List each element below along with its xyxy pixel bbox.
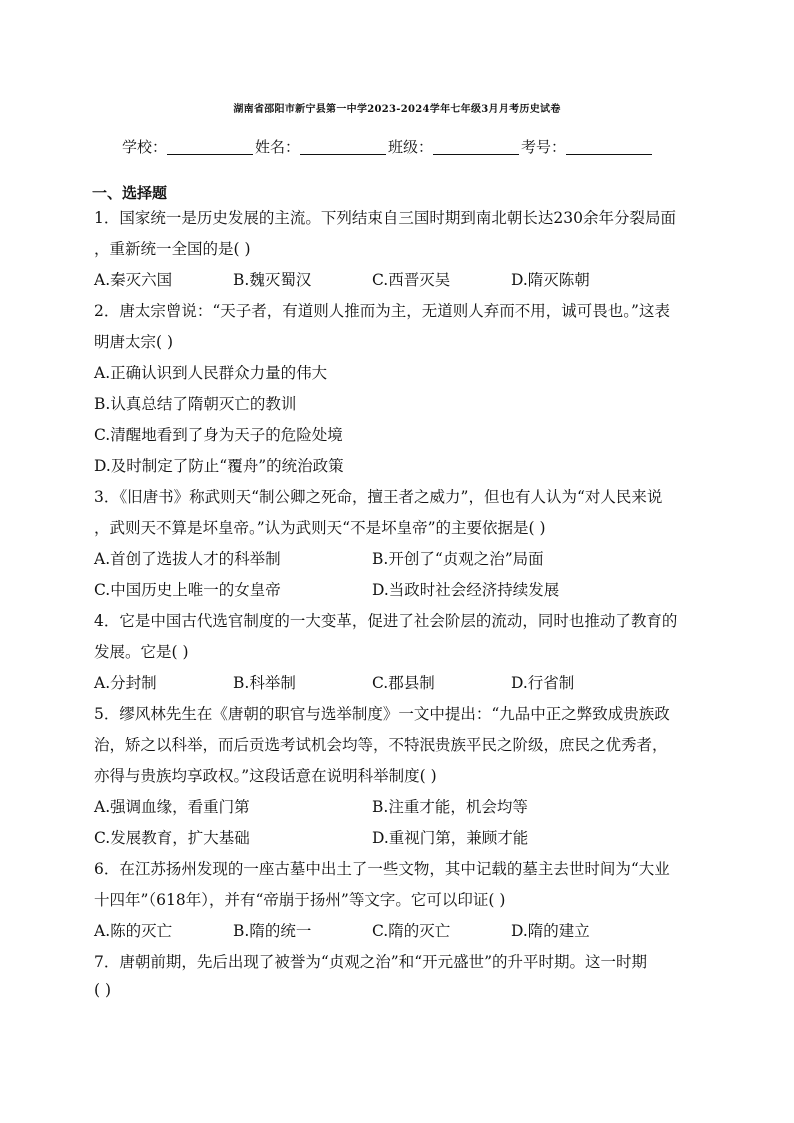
question-1-line-1: 1．国家统一是历史发展的主流。下列结束自三国时期到南北朝长达230余年分裂局面	[94, 209, 676, 227]
question-4-option-a[interactable]: A.分封制	[94, 674, 157, 692]
question-6-line-1: 6．在江苏扬州发现的一座古墓中出土了一些文物，其中记载的墓主去世时间为“大业	[94, 860, 670, 878]
question-5-option-b[interactable]: B.注重才能，机会均等	[372, 798, 528, 816]
question-2-option-a[interactable]: A.正确认识到人民群众力量的伟大	[94, 364, 328, 382]
name-label: 姓名：	[255, 138, 301, 156]
question-2-line-2: 明唐太宗( )	[94, 333, 174, 351]
question-7-line-2: ( )	[94, 981, 112, 999]
question-3-option-a[interactable]: A.首创了选拔人才的科举制	[94, 550, 281, 568]
question-5-option-a[interactable]: A.强调血缘，看重门第	[94, 798, 250, 816]
section-heading: 一、选择题	[92, 184, 168, 202]
question-4-option-c[interactable]: C.郡县制	[372, 674, 435, 692]
question-2-line-1: 2．唐太宗曾说：“天子者，有道则人推而为主，无道则人弃而不用，诚可畏也。”这表	[94, 302, 670, 320]
name-blank[interactable]	[300, 140, 386, 155]
question-1-option-c[interactable]: C.西晋灭吴	[372, 271, 451, 289]
question-3-option-b[interactable]: B.开创了“贞观之治”局面	[372, 550, 544, 568]
question-2-option-b[interactable]: B.认真总结了隋朝灭亡的教训	[94, 395, 297, 413]
question-3-line-1: 3．《旧唐书》称武则天“制公卿之死命，擅王者之威力”，但也有人认为“对人民来说	[94, 488, 663, 506]
class-blank[interactable]	[433, 140, 519, 155]
question-5-line-3: 亦得与贵族均享政权。”这段话意在说明科举制度( )	[94, 767, 437, 785]
question-4-line-1: 4．它是中国古代选官制度的一大变革，促进了社会阶层的流动，同时也推动了教育的	[94, 612, 678, 630]
question-3-line-2: ，武则天不算是坏皇帝。”认为武则天“不是坏皇帝”的主要依据是( )	[94, 519, 546, 537]
number-label: 考号：	[521, 138, 567, 156]
question-6-line-2: 十四年”（618年），并有“帝崩于扬州”等文字。它可以印证( )	[94, 891, 506, 909]
question-4-option-b[interactable]: B.科举制	[233, 674, 296, 692]
question-5-option-c[interactable]: C.发展教育，扩大基础	[94, 829, 250, 847]
question-6-option-b[interactable]: B.隋的统一	[233, 922, 312, 940]
question-5-line-1: 5．缪风林先生在《唐朝的职官与选举制度》一文中提出：“九品中正之弊致成贵族政	[94, 705, 670, 723]
student-info-line	[122, 136, 654, 157]
question-6-option-c[interactable]: C.隋的灭亡	[372, 922, 451, 940]
question-7-line-1: 7．唐朝前期，先后出现了被誉为“贞观之治”和“开元盛世”的升平时期。这一时期	[94, 953, 648, 971]
question-1-option-b[interactable]: B.魏灭蜀汉	[233, 271, 312, 289]
question-6-option-d[interactable]: D.隋的建立	[511, 922, 590, 940]
question-4-line-2: 发展。它是( )	[94, 643, 189, 661]
school-blank[interactable]	[167, 140, 253, 155]
number-blank[interactable]	[566, 140, 652, 155]
question-5-line-2: 治，矫之以科举，而后贡选考试机会均等，不特泯贵族平民之阶级，庶民之优秀者，	[94, 736, 668, 754]
exam-title: 湖南省邵阳市新宁县第一中学2023-2024学年七年级3月月考历史试卷	[233, 104, 561, 115]
question-2-option-d[interactable]: D.及时制定了防止“覆舟”的统治政策	[94, 457, 344, 475]
question-5-option-d[interactable]: D.重视门第，兼顾才能	[372, 829, 529, 847]
question-1-option-a[interactable]: A.秦灭六国	[94, 271, 173, 289]
question-4-option-d[interactable]: D.行省制	[511, 674, 575, 692]
school-label: 学校：	[122, 138, 168, 156]
question-1-option-d[interactable]: D.隋灭陈朝	[511, 271, 590, 289]
question-1-line-2: ，重新统一全国的是( )	[94, 240, 251, 258]
question-6-option-a[interactable]: A.陈的灭亡	[94, 922, 173, 940]
class-label: 班级：	[388, 138, 434, 156]
question-3-option-c[interactable]: C.中国历史上唯一的女皇帝	[94, 581, 281, 599]
question-2-option-c[interactable]: C.清醒地看到了身为天子的危险处境	[94, 426, 343, 444]
question-3-option-d[interactable]: D.当政时社会经济持续发展	[372, 581, 560, 599]
